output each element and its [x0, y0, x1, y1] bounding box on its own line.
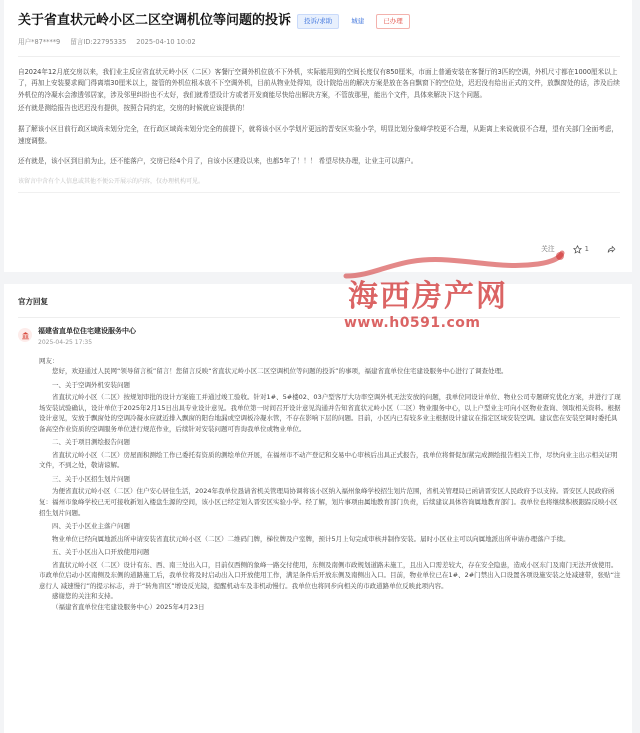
reply-date: 2025-04-25 17:35	[38, 338, 93, 346]
watermark-brand: 海西房产网	[348, 279, 508, 314]
org-info	[38, 326, 136, 347]
section-text: 物业单位已经向属地派出所申请安装省直状元岭小区（二区）二维码门牌，梯位牌及户室牌，预计5月上旬完成审核并制作安装。届时小区业主可以向属地派出所申请办理落户手续。	[52, 534, 570, 543]
star-icon	[573, 245, 582, 254]
complaint-paragraph: 据了解该小区目前行政区域尚未划分完全，在行政区域尚未划分完全的前提下，就将该小区小学划片更远的晋安区实验小学，明显比划分象峰学校更不合理，从距离上来说就很不合理，望有关部门全面考虑，速度调整。	[18, 125, 619, 145]
status-badge: 已办理	[376, 14, 410, 29]
title-row	[18, 10, 620, 32]
section-text: 省直状元岭小区（二区）房屋面积测绘工作已委托有资质的测绘单位开展，在福州市不动产登记和交易中心审核后出具正式报告，我单位将督促加紧完成测绘报告相关工作，尽快向业主出示相关证明文件，不到之处，敬请谅解。	[39, 450, 618, 470]
complaint-card	[4, 0, 632, 272]
post-date: 2025-04-10 10:02	[136, 38, 196, 46]
building-icon	[18, 328, 32, 342]
section-heading: 五、关于小区出入口开放使用问题	[52, 548, 150, 557]
reply-closing: 感谢您的关注和支持。	[52, 592, 117, 601]
reply-body	[39, 356, 621, 612]
reply-signature: （福建省直单位住宅建设服务中心）2025年4月23日	[52, 602, 205, 611]
complaint-paragraph: 自2024年12月底交房以来，我们业主反应省直状元岭小区（二区）客餐厅空调外机位放不下外机，实际能用到的空间长度仅有850厘米，市面上普通安装在客餐厅的3匹的空调，外机尺寸都在1000厘米以上了，再加上安装要求阀门得离墙30厘米以上，接管的外机位根本放不下空调外机，目前从物业处得知，设计院给出的解决方案是放在各自飘窗下的空位处，迟迟没有给出正式的文件，放飘窗处的话，涉及后续外机位的冷凝水会渗透邻居家，涉及邻里纠纷也不太好，我们就希望设计方或者开发商能尽快给出解决方案，不管放那里，能出个文件，具体来解决下这个问题。	[18, 67, 620, 99]
complaint-paragraph: 还有就是，该小区到目前为止，还不能落户，交房已经4个月了，自该小区建设以来，也都5年了！！！ 希望尽快办理，让业主可以落户。	[18, 157, 418, 166]
page-title: 关于省直状元岭小区二区空调机位等问题的投诉	[18, 13, 292, 29]
complaint-meta	[18, 37, 620, 57]
message-id: 留言ID:22795335	[70, 38, 127, 46]
privacy-disclaimer: 该留言中含有个人信息或其他不便公开展示的内容，仅办理机构可见。	[18, 177, 620, 194]
section-heading: 一、关于空调外机安装问题	[52, 380, 130, 389]
share-icon	[607, 245, 616, 254]
section-heading: 四、关于小区业主落户问题	[52, 522, 130, 531]
section-text: 省直状元岭小区（二区）设计有东、西、南三处出入口，目前仅西侧的象峰一路交付使用，东侧及南侧市政规划道路未施工，且出入口需差较大，存在安全隐患，造成小区东门及南门无法开放使用。市政单位启动小区南侧及东侧的道路施工后，我单位将及时启动出入口开放使用工作，满足条件后开放东侧及南侧出入口。目前，物业单位已在1#、2#门禁出入口设置各项设施安装之处减速带，张贴“注意行人 减速慢行”的提示标志，并于“转角盲区”增设反光镜，提醒机动车及非机动慢行。我单位也将同步向相关的市政道路单位反映此项内容。	[39, 560, 621, 590]
org-name: 福建省直单位住宅建设服务中心	[38, 327, 136, 336]
section-text: 为便省直状元岭小区（二区）住户安心居住生活，2024年我单位恳请省机关管理局协调将该小区纳入福州象峰学校招生划片范围，省机关管理局已函请晋安区人民政府予以支持。晋安区人民政府函复：福州市象峰学校已无可接收新划入楼盘生源的空间，该小区已经定划入晋安区实验小学。经了解，划片事项由属地教育部门负责，后续建议具体咨询属地教育部门。我单位也将继续积极跟踪反映小区招生划片问题。	[39, 487, 618, 517]
watermark-url: www.h0591.com	[344, 315, 481, 331]
section-text: 省直状元岭小区（二区）按规划审批的设计方案施工并通过竣工验收。针对1#、5#楼02、03户型客厅大功率空调外机无法安放的问题，我单位同设计单位、物业公司专题研究优化方案，并进行了现场安装试验确认，设计单位于2025年2月15日出具专业设计意见。我单位第一时间召开设计意见沟通并告知省直状元岭小区（二区）物业服务中心，以上户型业主可向小区物业查询、领取相关资料。根据设计意见，安放于飘窗处的空调冷凝水应就近排入飘窗的阳台地漏或空调板冷凝水管，不存在影响下层的问题。目前，小区内已有较多业主根据设计建议在指定区域安装空调。建议您在安装空调时委托具备高空作业资质的空调服务单位进行规范作业，后续针对安装问题可咨询我单位或物业单位。	[39, 393, 621, 433]
category-tag[interactable]: 投诉/求助	[297, 14, 339, 29]
reply-heading: 官方回复	[18, 296, 620, 318]
share-button[interactable]	[607, 245, 616, 254]
reply-intro: 您好，欢迎通过人民网“领导留言板”留言！您留言反映“省直状元岭小区二区空调机位等问题的投诉”的事项，福建省直单位住宅建设服务中心进行了调查处理。	[52, 367, 508, 376]
official-reply-card	[4, 284, 632, 733]
follow-button[interactable]	[541, 244, 555, 255]
like-count: 1	[584, 245, 589, 253]
complaint-paragraph: 还有就是测绘报告也迟迟没有提供，按照合同约定，交房的时候就应该提供的！	[18, 104, 249, 113]
section-heading: 二、关于项目测绘报告问题	[52, 438, 130, 447]
like-button[interactable]	[573, 244, 589, 255]
user-name: 用户*87****9	[18, 38, 61, 46]
section-heading: 三、关于小区招生划片问题	[52, 474, 130, 483]
reply-greeting: 网友：	[39, 356, 59, 365]
complaint-body	[18, 67, 620, 168]
reply-org	[18, 326, 620, 347]
area-tag[interactable]: 城建	[345, 15, 370, 28]
follow-label: 关注	[541, 245, 555, 253]
complaint-actions	[541, 244, 616, 255]
